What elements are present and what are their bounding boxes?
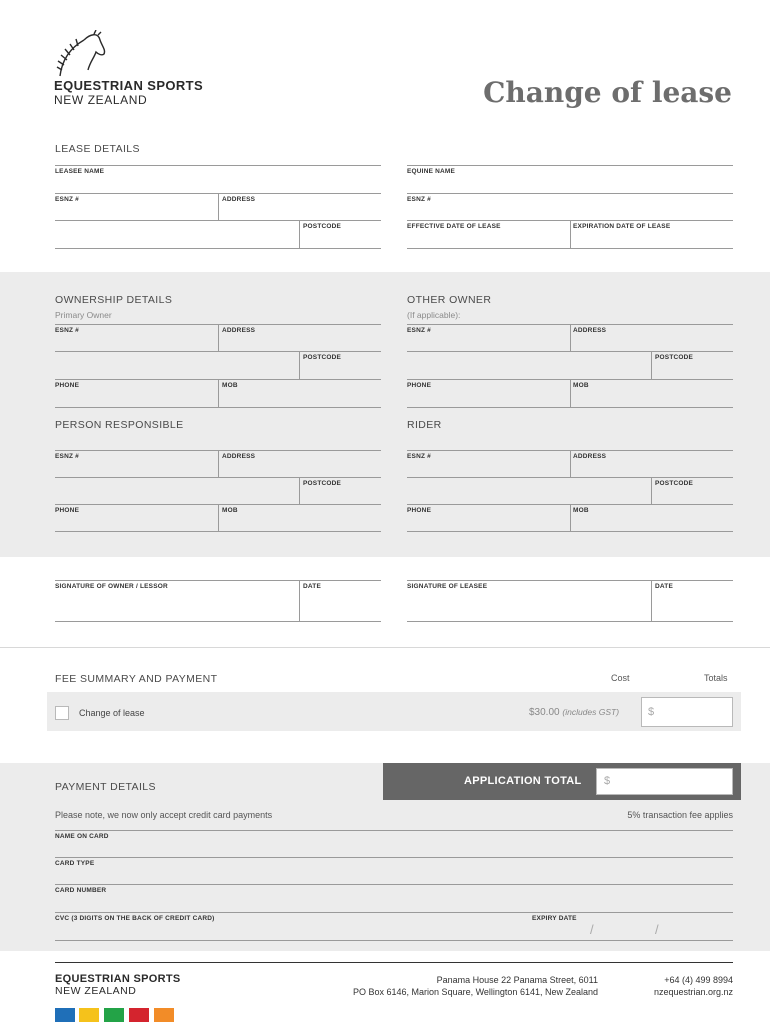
name-on-card-field[interactable]: NAME ON CARD: [55, 833, 109, 840]
divider: [407, 248, 733, 249]
person-phone-field[interactable]: PHONE: [55, 507, 80, 514]
rider-postcode-field[interactable]: POSTCODE: [655, 480, 694, 487]
payment-note: Please note, we now only accept credit card payments: [55, 810, 273, 820]
fee-gst-note: (includes GST): [562, 707, 620, 717]
primary-owner-sub: Primary Owner: [55, 310, 112, 320]
lease-esnz-left-field[interactable]: ESNZ #: [55, 196, 79, 203]
other-owner-phone-field[interactable]: PHONE: [407, 382, 432, 389]
divider: [55, 857, 733, 858]
page-title: Change of lease: [483, 76, 732, 109]
cvc-field[interactable]: CVC (3 DIGITS ON THE BACK OF CREDIT CARD): [55, 915, 215, 922]
divider: [55, 830, 733, 831]
logo-mark: [54, 30, 108, 78]
divider: [299, 477, 300, 504]
divider: [55, 580, 381, 581]
person-address-field[interactable]: ADDRESS: [222, 453, 256, 460]
divider: [55, 477, 381, 478]
divider: [407, 165, 733, 166]
lease-esnz-right-field[interactable]: ESNZ #: [407, 196, 431, 203]
divider: [299, 351, 300, 379]
application-total-label: APPLICATION TOTAL: [464, 775, 582, 787]
divider: [55, 531, 381, 532]
owner-phone-field[interactable]: PHONE: [55, 382, 80, 389]
expiry-slash-2: /: [655, 922, 659, 937]
divider: [299, 580, 300, 621]
leasee-signature-field[interactable]: SIGNATURE OF LEASEE: [407, 583, 488, 590]
lease-heading: LEASE DETAILS: [55, 143, 140, 155]
divider: [299, 220, 300, 248]
divider: [407, 477, 733, 478]
color-square-blue: [55, 1008, 75, 1022]
other-owner-sub: (If applicable):: [407, 310, 461, 320]
divider: [55, 940, 733, 941]
owner-signature-field[interactable]: SIGNATURE OF OWNER / LESSOR: [55, 583, 168, 590]
footer-address-2: PO Box 6146, Marion Square, Wellington 6141, New Zealand: [353, 987, 598, 997]
divider: [570, 504, 571, 531]
owner-esnz-field[interactable]: ESNZ #: [55, 327, 79, 334]
expiration-date-field[interactable]: EXPIRATION DATE OF LEASE: [573, 223, 671, 230]
divider: [55, 407, 381, 408]
card-type-field[interactable]: CARD TYPE: [55, 860, 95, 867]
payment-heading: PAYMENT DETAILS: [55, 781, 156, 793]
divider: [218, 324, 219, 351]
divider: [570, 324, 571, 351]
divider: [651, 477, 652, 504]
application-total-dollar: $: [604, 775, 611, 787]
rider-address-field[interactable]: ADDRESS: [573, 453, 607, 460]
divider: [55, 884, 733, 885]
divider: [651, 351, 652, 379]
rider-phone-field[interactable]: PHONE: [407, 507, 432, 514]
divider: [55, 351, 381, 352]
divider: [570, 450, 571, 477]
transaction-fee-note: 5% transaction fee applies: [627, 810, 733, 820]
owner-mob-field[interactable]: MOB: [222, 382, 238, 389]
divider: [218, 379, 219, 407]
color-square-green: [104, 1008, 124, 1022]
owner-address-field[interactable]: ADDRESS: [222, 327, 256, 334]
cost-label: Cost: [611, 673, 630, 683]
lease-postcode-field[interactable]: POSTCODE: [303, 223, 342, 230]
footer-logo-line1: EQUESTRIAN SPORTS: [55, 973, 181, 985]
expiry-slash-1: /: [590, 922, 594, 937]
expiry-date-field[interactable]: EXPIRY DATE: [532, 915, 577, 922]
ownership-band: [0, 272, 770, 557]
effective-date-field[interactable]: EFFECTIVE DATE OF LEASE: [407, 223, 501, 230]
divider: [407, 580, 733, 581]
footer-address-1: Panama House 22 Panama Street, 6011: [436, 975, 598, 985]
fee-item-label: Change of lease: [79, 708, 145, 718]
divider: [407, 407, 733, 408]
rider-esnz-field[interactable]: ESNZ #: [407, 453, 431, 460]
section-divider: [0, 647, 770, 648]
rider-heading: RIDER: [407, 419, 442, 431]
person-esnz-field[interactable]: ESNZ #: [55, 453, 79, 460]
divider: [55, 165, 381, 166]
divider: [407, 531, 733, 532]
divider: [570, 220, 571, 248]
footer-phone: +64 (4) 499 8994: [664, 975, 733, 985]
horse-fern-icon: [54, 30, 108, 78]
other-owner-address-field[interactable]: ADDRESS: [573, 327, 607, 334]
change-of-lease-checkbox[interactable]: [55, 706, 69, 720]
color-square-yellow: [79, 1008, 99, 1022]
lessee-name-field[interactable]: LEASEE NAME: [55, 168, 105, 175]
divider: [407, 193, 733, 194]
owner-signature-date-field[interactable]: DATE: [303, 583, 322, 590]
fee-heading: FEE SUMMARY AND PAYMENT: [55, 673, 218, 685]
divider: [218, 193, 219, 220]
equine-name-field[interactable]: EQUINE NAME: [407, 168, 456, 175]
fee-total-dollar: $: [648, 706, 655, 718]
lease-address-field[interactable]: ADDRESS: [222, 196, 256, 203]
divider: [218, 450, 219, 477]
fee-row: [47, 692, 741, 731]
divider: [570, 379, 571, 407]
other-owner-postcode-field[interactable]: POSTCODE: [655, 354, 694, 361]
other-owner-mob-field[interactable]: MOB: [573, 382, 589, 389]
divider: [55, 248, 381, 249]
fee-price: [529, 707, 619, 718]
leasee-signature-date-field[interactable]: DATE: [655, 583, 674, 590]
divider: [55, 621, 381, 622]
color-square-orange: [154, 1008, 174, 1022]
fee-price-value: $30.00: [529, 707, 560, 718]
person-postcode-field[interactable]: POSTCODE: [303, 480, 342, 487]
divider: [55, 220, 381, 221]
totals-label: Totals: [704, 673, 728, 683]
divider: [651, 580, 652, 621]
rider-mob-field[interactable]: MOB: [573, 507, 589, 514]
divider: [407, 351, 733, 352]
other-owner-esnz-field[interactable]: ESNZ #: [407, 327, 431, 334]
logo-line1: EQUESTRIAN SPORTS: [54, 78, 204, 93]
person-mob-field[interactable]: MOB: [222, 507, 238, 514]
footer-divider: [55, 962, 733, 963]
divider: [218, 504, 219, 531]
logo-line2: NEW ZEALAND: [54, 93, 148, 107]
color-square-red: [129, 1008, 149, 1022]
fee-total-input[interactable]: [641, 697, 733, 727]
footer-logo-line2: NEW ZEALAND: [55, 985, 137, 997]
card-number-field[interactable]: CARD NUMBER: [55, 887, 107, 894]
ownership-heading: OWNERSHIP DETAILS: [55, 294, 173, 306]
application-total-input[interactable]: [596, 768, 733, 795]
divider: [55, 912, 733, 913]
owner-postcode-field[interactable]: POSTCODE: [303, 354, 342, 361]
person-heading: PERSON RESPONSIBLE: [55, 419, 184, 431]
divider: [407, 621, 733, 622]
other-owner-heading: OTHER OWNER: [407, 294, 492, 306]
footer-website[interactable]: nzequestrian.org.nz: [653, 987, 733, 997]
